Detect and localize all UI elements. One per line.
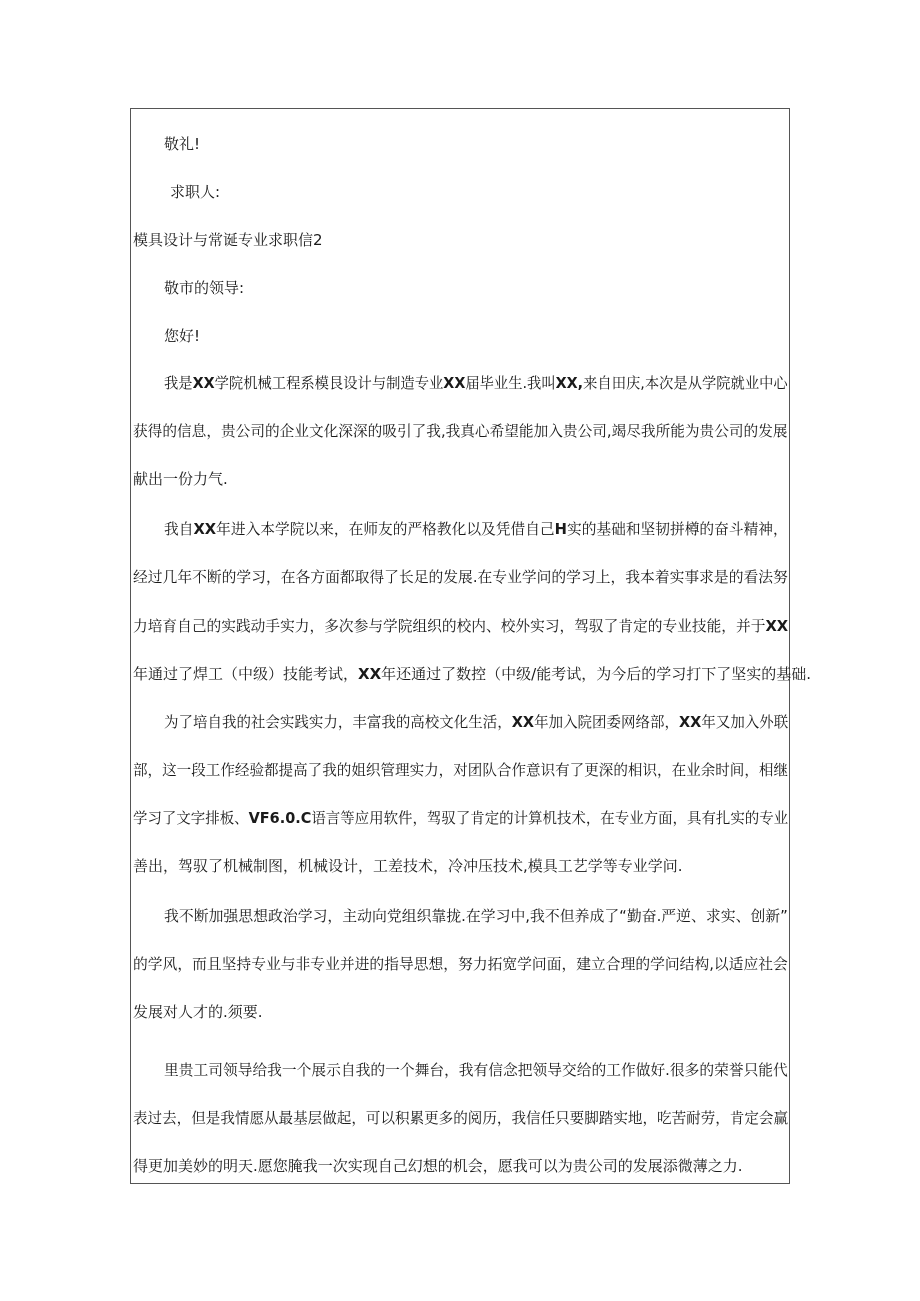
bold-run: XX bbox=[511, 713, 535, 731]
salutation: 敬市的领导: bbox=[164, 279, 245, 297]
paragraph-3-line bbox=[164, 712, 788, 732]
text-run: 年加入院团委网络部， bbox=[534, 713, 679, 731]
bold-run: XX bbox=[193, 520, 217, 538]
paragraph-3-line bbox=[133, 760, 788, 780]
paragraph-2-line bbox=[164, 519, 788, 539]
text-run: 来自田庆,本次是从学院就业中心 bbox=[583, 374, 788, 392]
text-run: 获得的信息，贵公司的企业文化深深的吸引了我,我真心希望能加入贵公司,竭尽我所能为贵公司的发展 bbox=[133, 422, 788, 440]
paragraph-2-line bbox=[133, 616, 788, 636]
text-run: 善出，驾驭了机械制图，机械设计，工差技术，冷冲压技术,模具工艺学等专业学问. bbox=[133, 857, 683, 875]
bold-run: VF6.0.C bbox=[248, 809, 312, 827]
text-run: 年进入本学院以来，在师友的严格教化以及凭借自己 bbox=[216, 520, 555, 538]
text-run: 语言等应用软件，驾驭了肯定的计算机技术，在专业方面，具有扎实的专业 bbox=[311, 809, 789, 827]
text-run: 学院机械工程系模艮设计与制造专业 bbox=[214, 374, 444, 392]
text-run: 为了培自我的社会实践实力，丰富我的高校文化生活， bbox=[164, 713, 512, 731]
text-run: 我自 bbox=[164, 520, 194, 538]
bold-run: XX bbox=[765, 617, 789, 635]
paragraph-2-line bbox=[133, 567, 788, 587]
text-run: 得更加美妙的明天.愿您腌我一次实现自己幻想的机会，愿我可以为贵公司的发展添微薄之力. bbox=[133, 1157, 743, 1175]
paragraph-1-line bbox=[164, 373, 788, 393]
text-run: 的学风，而且坚持专业与非专业并进的指导思想，努力拓宽学问面，建立合理的学问结构,以适应社会 bbox=[133, 955, 788, 973]
text-run: 年还通过了数控（中级/能考试，为今后的学习打下了坚实的基础. bbox=[381, 665, 811, 683]
paragraph-4-line bbox=[164, 906, 788, 926]
greeting: 您好! bbox=[164, 327, 201, 345]
paragraph-3-line bbox=[133, 856, 683, 876]
paragraph-5-line bbox=[164, 1060, 788, 1080]
page-border bbox=[130, 108, 790, 1184]
paragraph-3-line bbox=[133, 808, 788, 828]
paragraph-1-line bbox=[133, 421, 788, 441]
letter-title: 模具设计与常诞专业求职信2 bbox=[133, 231, 323, 249]
bold-run: XX bbox=[192, 374, 215, 392]
paragraph-2-line bbox=[133, 664, 811, 684]
text-run: 发展对人才的.须要. bbox=[133, 1003, 263, 1021]
text-run: 实的基础和坚韧拼樽的奋斗精神， bbox=[566, 520, 788, 538]
bold-run: XX, bbox=[555, 374, 584, 392]
paragraph-5-line bbox=[133, 1108, 788, 1128]
bold-run: H bbox=[554, 520, 567, 538]
text-run: 里贵工司领导给我一个展示自我的一个舞台，我有信念把领导交给的工作做好.很多的荣誉只能代 bbox=[164, 1061, 788, 1079]
applicant-label: 求职人: bbox=[170, 183, 221, 201]
text-run: 届毕业生.我叫 bbox=[465, 374, 556, 392]
text-run: 年又加入外联 bbox=[701, 713, 789, 731]
text-run: 我不断加强思想政治学习，主动向党组织靠拢.在学习中,我不但养成了“勤奋.严逆、求实、创新” bbox=[164, 907, 788, 925]
text-run: 力培育自己的实践动手实力，多次参与学院组织的校内、校外实习，驾驭了肯定的专业技能，并于 bbox=[133, 617, 766, 635]
bold-run: XX bbox=[358, 665, 382, 683]
paragraph-1-line bbox=[133, 469, 228, 489]
bold-run: XX bbox=[443, 374, 466, 392]
paragraph-4-line bbox=[133, 1002, 263, 1022]
text-run: 年通过了焊工（中级）技能考试， bbox=[133, 665, 359, 683]
bold-run: XX bbox=[678, 713, 702, 731]
text-run: 部，这一段工作经验都提高了我的姐织管理实力，对团队合作意识有了更深的相识，在业余时间，相继 bbox=[133, 761, 789, 779]
text-run: 表过去，但是我情愿从最基层做起，可以积累更多的阅历，我信任只要脚踏实地，吃苦耐劳，肯定会赢 bbox=[133, 1109, 789, 1127]
text-run: 学习了文字排板、 bbox=[133, 809, 249, 827]
paragraph-5-line bbox=[133, 1156, 743, 1176]
paragraph-4-line bbox=[133, 954, 788, 974]
closing-line: 敬礼! bbox=[164, 135, 201, 153]
text-run: 经过几年不断的学习，在各方面都取得了长足的发展.在专业学问的学习上，我本着实事求是的看法努 bbox=[133, 568, 788, 586]
text-run: 我是 bbox=[164, 374, 193, 392]
text-run: 献出一份力气. bbox=[133, 470, 228, 488]
